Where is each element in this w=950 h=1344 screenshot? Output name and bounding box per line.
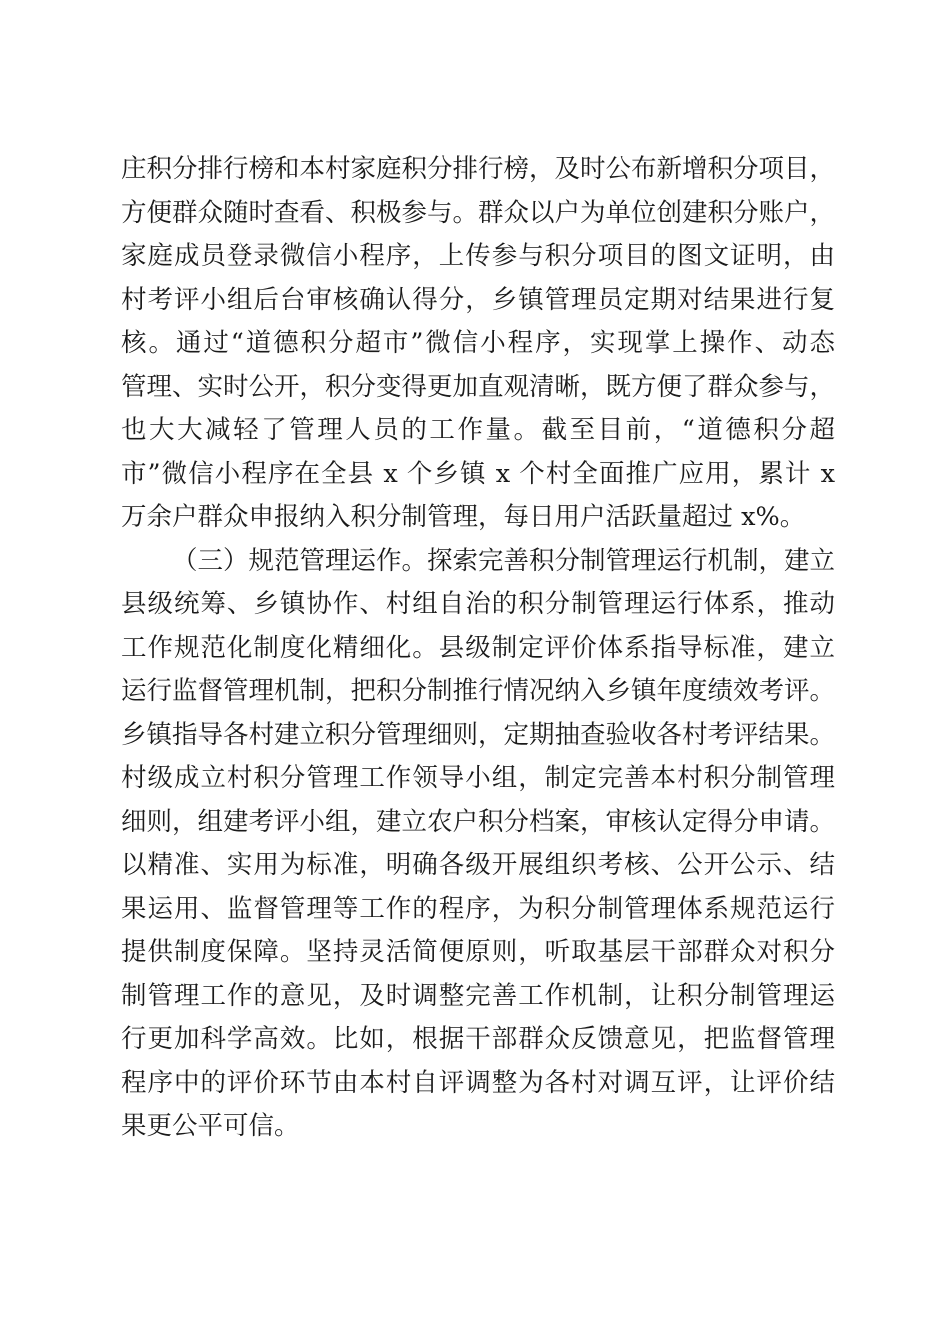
text-line: 家庭成员登录微信小程序，上传参与积分项目的图文证明，由 xyxy=(121,241,835,271)
text-line: 核。通过“道德积分超市”微信小程序，实现掌上操作、动态 xyxy=(121,328,835,358)
text-line: 行更加科学高效。比如，根据干部群众反馈意见，把监督管理 xyxy=(121,1024,835,1054)
section-heading-line: （三）规范管理运作。探索完善积分制管理运行机制，建立 xyxy=(172,546,836,576)
text-line: 工作规范化制度化精细化。县级制定评价体系指导标准，建立 xyxy=(121,633,835,663)
text-line: 制管理工作的意见，及时调整完善工作机制，让积分制管理运 xyxy=(121,981,835,1011)
text-line: 村考评小组后台审核确认得分，乡镇管理员定期对结果进行复 xyxy=(121,285,835,315)
text-line: 也大大减轻了管理人员的工作量。截至目前，“道德积分超 xyxy=(121,415,835,445)
text-line: 庄积分排行榜和本村家庭积分排行榜，及时公布新增积分项目， xyxy=(121,154,836,184)
text-line: 以精准、实用为标准，明确各级开展组织考核、公开公示、结 xyxy=(121,850,835,880)
text-line: 细则，组建考评小组，建立农户积分档案，审核认定得分申请。 xyxy=(121,807,836,837)
text-line: 市”微信小程序在全县 x 个乡镇 x 个村全面推广应用，累计 x xyxy=(121,459,835,489)
text-line: 程序中的评价环节由本村自评调整为各村对调互评，让评价结 xyxy=(121,1068,835,1098)
text-line: 果运用、监督管理等工作的程序，为积分制管理体系规范运行 xyxy=(121,894,835,924)
text-line: 乡镇指导各村建立积分管理细则，定期抽查验收各村考评结果。 xyxy=(121,720,836,750)
text-line: 万余户群众申报纳入积分制管理，每日用户活跃量超过 x%。 xyxy=(121,502,806,532)
text-line: 管理、实时公开，积分变得更加直观清晰，既方便了群众参与， xyxy=(121,372,836,402)
text-line: 运行监督管理机制，把积分制推行情况纳入乡镇年度绩效考评。 xyxy=(121,676,836,706)
text-line: 果更公平可信。 xyxy=(121,1111,300,1141)
text-line: 方便群众随时查看、积极参与。群众以户为单位创建积分账户， xyxy=(121,198,836,228)
text-line: 县级统筹、乡镇协作、村组自治的积分制管理运行体系，推动 xyxy=(121,589,835,619)
text-line: 村级成立村积分管理工作领导小组，制定完善本村积分制管理 xyxy=(121,763,835,793)
text-line: 提供制度保障。坚持灵活简便原则，听取基层干部群众对积分 xyxy=(121,937,835,967)
